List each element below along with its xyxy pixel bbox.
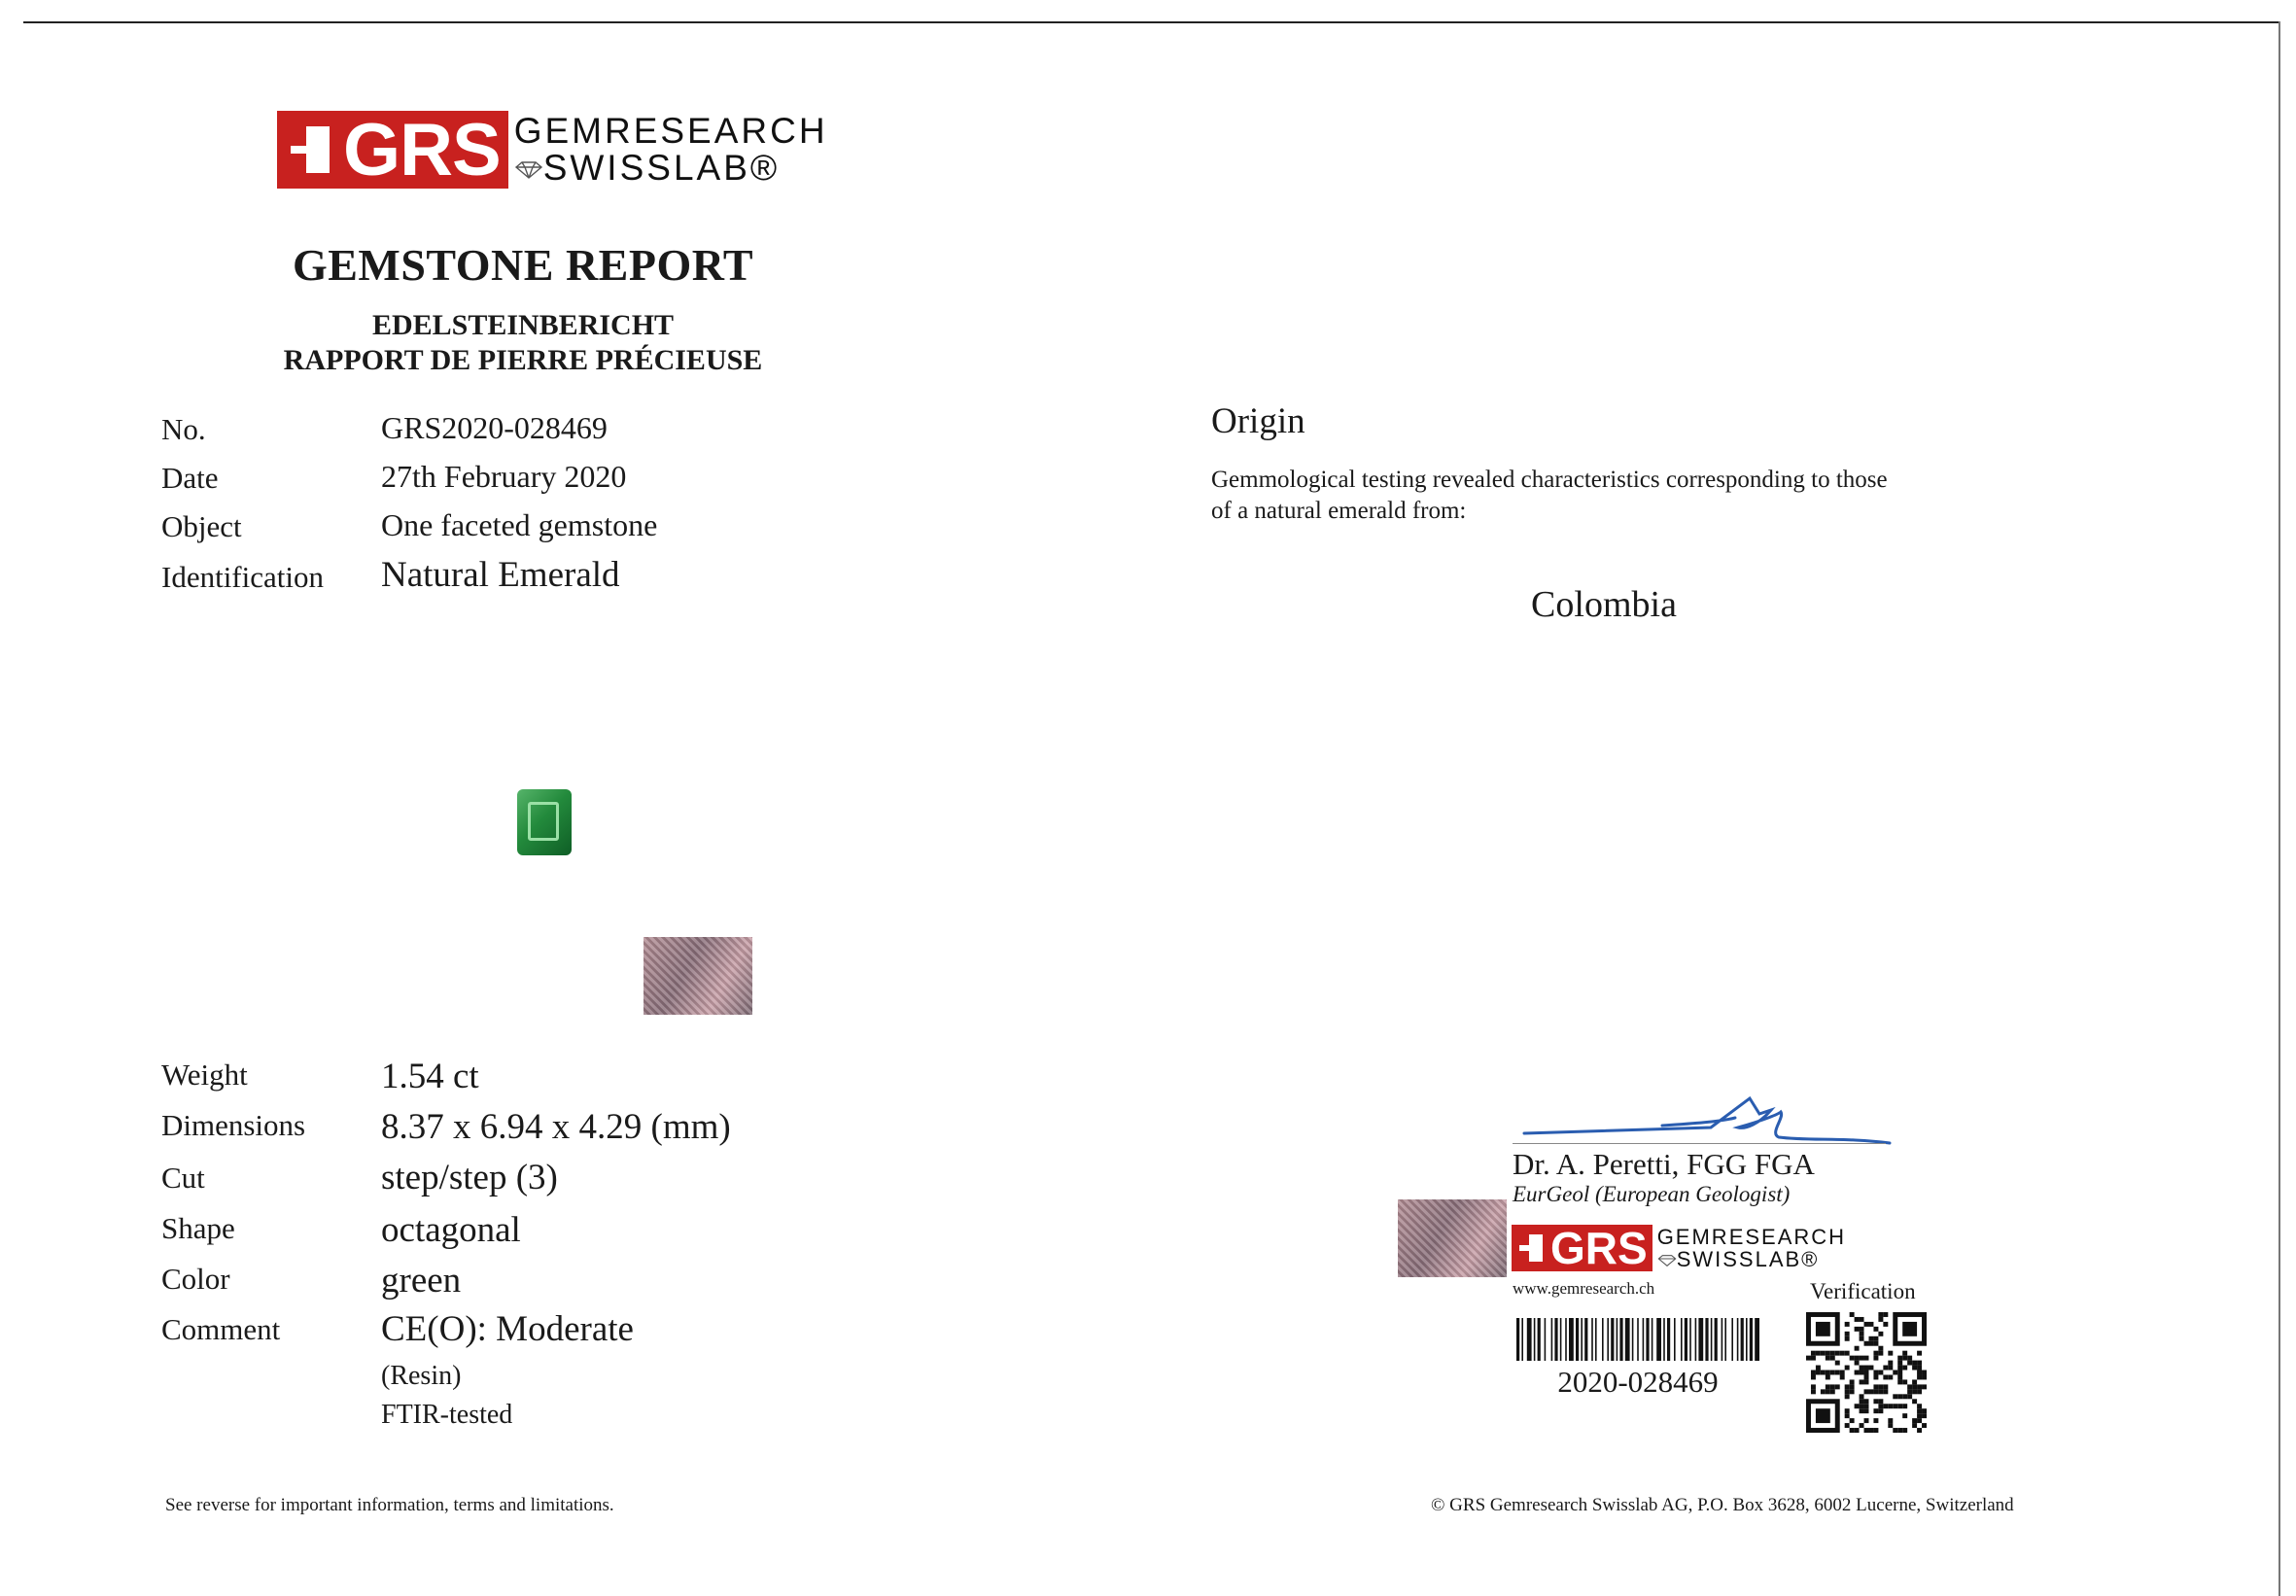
property-value-dimensions: 8.37 x 6.94 x 4.29 (mm)	[381, 1107, 731, 1147]
grs-logo-wordmark	[514, 113, 828, 187]
property-value-cut: step/step (3)	[381, 1158, 558, 1197]
property-label-cut: Cut	[161, 1161, 205, 1195]
swiss-cross-small-icon	[1519, 1234, 1543, 1262]
diamond-small-icon	[1657, 1255, 1677, 1266]
property-value-shape: octagonal	[381, 1210, 521, 1250]
comment-note-resin: (Resin)	[381, 1361, 462, 1391]
verification-label: Verification	[1810, 1279, 1916, 1303]
property-value-comment: CE(O): Moderate	[381, 1309, 634, 1349]
detail-value-identification: Natural Emerald	[381, 555, 620, 595]
signature-line	[1513, 1143, 1886, 1144]
origin-description-line2: of a natural emerald from:	[1211, 498, 1467, 524]
report-title: GEMSTONE REPORT	[292, 240, 754, 290]
property-label-comment: Comment	[161, 1312, 281, 1346]
security-hologram-small	[1398, 1199, 1507, 1277]
grs-logo-brand: GRS	[343, 108, 501, 191]
detail-value-number: GRS2020-028469	[381, 410, 608, 445]
property-value-weight: 1.54 ct	[381, 1057, 479, 1096]
barcode-icon	[1516, 1318, 1759, 1361]
origin-description-line1: Gemmological testing revealed characteristics corresponding to those	[1211, 467, 1888, 493]
origin-country: Colombia	[1531, 584, 1677, 625]
right-border-line	[2279, 21, 2280, 1596]
detail-value-object: One faceted gemstone	[381, 507, 658, 542]
qr-code-icon[interactable]	[1806, 1312, 1927, 1433]
detail-label-object: Object	[161, 509, 242, 543]
grs-logo-small-brand: GRS	[1550, 1223, 1648, 1273]
grs-logo-small-wordmark	[1657, 1226, 1846, 1270]
top-border-line	[23, 21, 2280, 23]
website-link[interactable]: www.gemresearch.ch	[1513, 1279, 1655, 1298]
property-label-color: Color	[161, 1262, 230, 1296]
gemstone-table-facet	[528, 802, 559, 841]
grs-logo-small-line1: GEMRESEARCH	[1656, 1225, 1847, 1249]
grs-logo-line1: GEMRESEARCH	[513, 111, 828, 151]
detail-label-identification: Identification	[161, 560, 324, 594]
footer-disclaimer: See reverse for important information, terms and limitations.	[165, 1495, 614, 1515]
origin-description	[1211, 465, 2028, 527]
handwritten-signature	[1516, 1069, 1896, 1147]
property-value-color: green	[381, 1261, 462, 1301]
signer-title: EurGeol (European Geologist)	[1513, 1182, 1791, 1206]
detail-value-date: 27th February 2020	[381, 459, 627, 494]
signer-name: Dr. A. Peretti, FGG FGA	[1513, 1147, 1815, 1181]
barcode-number: 2020-028469	[1557, 1365, 1719, 1399]
property-label-shape: Shape	[161, 1211, 235, 1245]
grs-logo-small-mark	[1512, 1225, 1652, 1271]
report-subtitle-german: EDELSTEINBERICHT	[371, 309, 675, 341]
grs-logo-line2: SWISSLAB®	[514, 150, 828, 187]
detail-label-number: No.	[161, 412, 206, 446]
security-hologram	[644, 937, 752, 1015]
report-subtitle-french: RAPPORT DE PIERRE PRÉCIEUSE	[283, 344, 763, 376]
swiss-cross-icon	[291, 126, 330, 173]
property-label-weight: Weight	[161, 1058, 248, 1092]
origin-heading: Origin	[1211, 401, 1305, 441]
grs-logo-small-line2: SWISSLAB®	[1657, 1248, 1846, 1270]
detail-label-date: Date	[161, 461, 219, 495]
diamond-icon	[514, 161, 543, 179]
comment-note-ftir: FTIR-tested	[381, 1400, 513, 1430]
gemstone-photo	[517, 789, 572, 855]
property-label-dimensions: Dimensions	[161, 1108, 306, 1142]
grs-logo-small	[1512, 1225, 1846, 1271]
footer-copyright: © GRS Gemresearch Swisslab AG, P.O. Box 3628, 6002 Lucerne, Switzerland	[1431, 1495, 2014, 1515]
grs-logo-mark	[277, 108, 508, 191]
grs-logo	[277, 108, 828, 191]
